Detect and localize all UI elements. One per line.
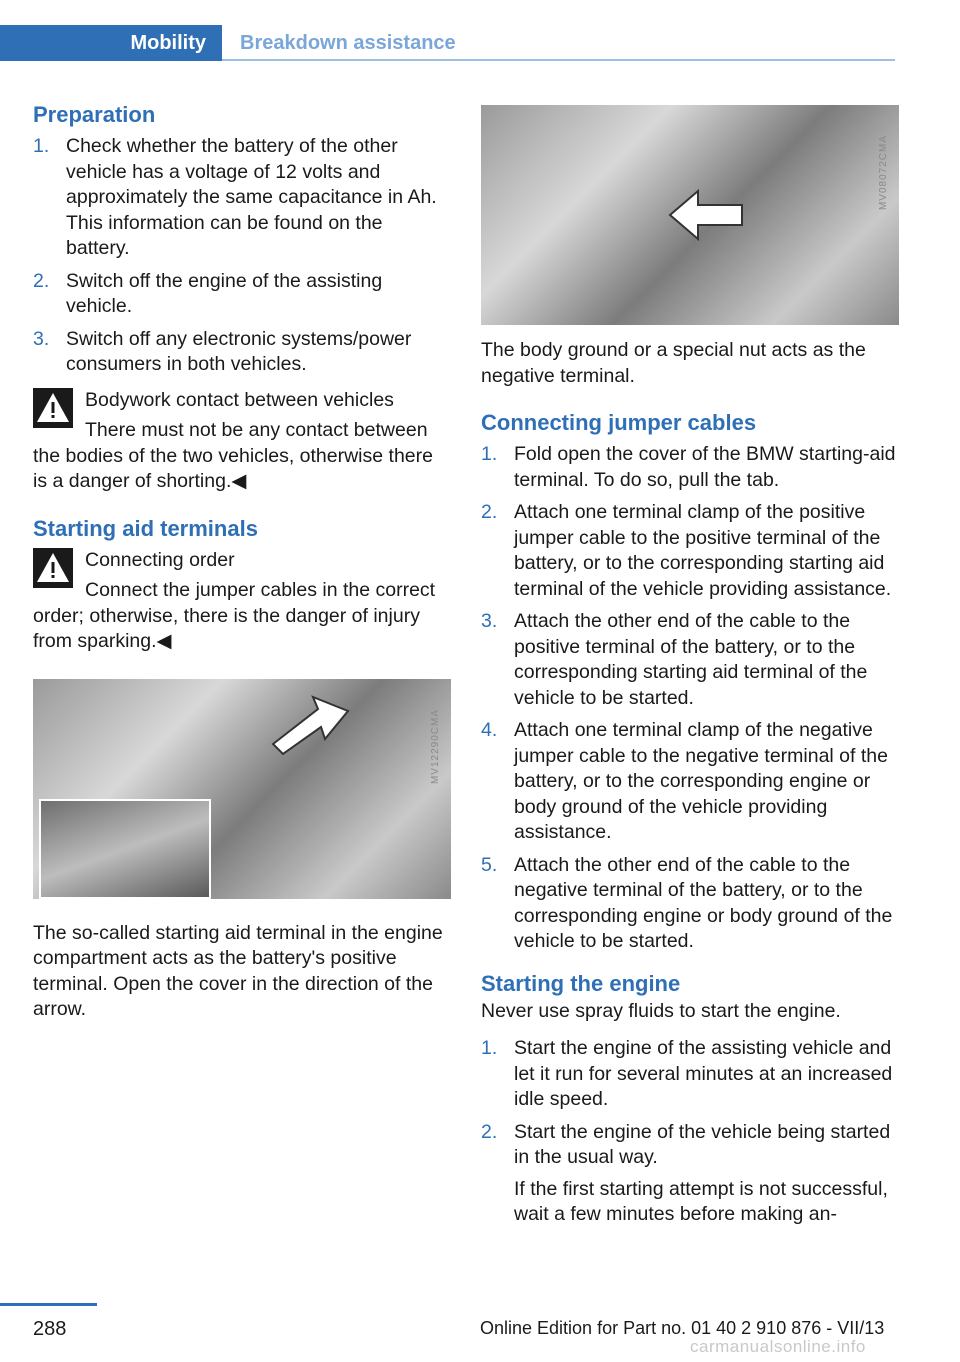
starting-steps	[481, 1036, 899, 1228]
list-item	[481, 1120, 899, 1228]
body-ground-photo	[481, 105, 899, 325]
page-number: 288	[33, 1318, 67, 1340]
connecting-heading: Connecting jumper cables	[481, 410, 757, 435]
warning-title: Bodywork contact between vehicles	[85, 388, 394, 411]
step-text: Start the engine of the assisting vehicle and let it run for several minutes at an increased idle speed.	[514, 1037, 893, 1110]
list-item	[481, 1036, 899, 1113]
step-number: 2.	[481, 501, 498, 523]
list-item	[481, 500, 899, 602]
pointer-arrow-icon	[666, 185, 746, 245]
step-number: 2.	[481, 1120, 498, 1143]
list-item	[481, 609, 899, 711]
warning-bodywork-contact	[33, 386, 451, 495]
online-edition-note: Online Edition for Part no. 01 40 2 910 876 - VII/13	[480, 1318, 885, 1338]
direction-arrow-icon	[263, 689, 353, 759]
warning-body: There must not be any contact between the bodies of the two vehicles, otherwise there is a danger of shorting.◀	[33, 419, 433, 492]
header-tabs	[0, 25, 895, 61]
list-item	[481, 718, 899, 846]
step-number: 1.	[481, 1037, 498, 1059]
step-number: 5.	[481, 853, 498, 876]
right-column	[481, 105, 899, 1235]
warning-triangle-icon	[33, 548, 73, 588]
tab-mobility-label: Mobility	[130, 32, 206, 54]
list-item	[481, 853, 899, 955]
image-code: MV12290CMA	[429, 708, 441, 784]
connecting-steps	[481, 442, 899, 955]
terminal-caption: The so-called starting aid terminal in the engine compartment acts as the battery's positive terminal. Open the cover in the direction of the arrow.	[33, 921, 443, 1020]
step-number: 4.	[481, 719, 498, 741]
step-text: Attach the other end of the cable to the negative terminal of the battery, or to the corresponding engine or body ground of the vehicle to be started.	[514, 853, 893, 952]
step-text: Switch off any electronic systems/power consumers in both vehicles.	[66, 327, 412, 375]
starting-heading: Starting the engine	[481, 970, 681, 996]
preparation-steps	[33, 134, 451, 378]
step-number: 2.	[33, 269, 50, 292]
step-text: Check whether the battery of the other vehicle has a voltage of 12 volts and approximately the same capacitance in Ah. This information can be found on the battery.	[66, 135, 437, 259]
tab-breakdown-assistance: Breakdown assistance	[222, 25, 895, 61]
warning-body: Connect the jumper cables in the correct order; otherwise, there is the danger of injury from sparking.◀	[33, 579, 436, 652]
step-text: Fold open the cover of the BMW starting-aid terminal. To do so, pull the tab.	[514, 443, 896, 491]
step-text: Start the engine of the vehicle being started in the usual way.	[514, 1120, 891, 1168]
warning-title: Connecting order	[85, 548, 235, 571]
tab-mobility	[0, 25, 222, 61]
starting-intro: Never use spray fluids to start the engine.	[481, 999, 841, 1022]
step-number: 3.	[33, 327, 50, 350]
step-number: 1.	[481, 443, 498, 465]
negative-terminal-caption: The body ground or a special nut acts as the negative terminal.	[481, 339, 866, 387]
step-number: 3.	[481, 610, 498, 632]
warning-triangle-icon	[33, 388, 73, 428]
terminals-heading: Starting aid terminals	[33, 515, 258, 541]
footer-rule	[0, 1303, 97, 1306]
watermark: carmanualsonline.info	[690, 1337, 866, 1356]
list-item	[33, 327, 451, 378]
preparation-heading: Preparation	[33, 102, 156, 127]
step-text: Attach one terminal clamp of the positive jumper cable to the positive terminal of the battery, or to the corresponding starting aid terminal of the vehicle providing assistance.	[514, 501, 892, 600]
step-number: 1.	[33, 135, 50, 157]
step-text: Switch off the engine of the assisting vehicle.	[66, 269, 383, 317]
warning-connecting-order	[33, 546, 451, 655]
step-text: Attach one terminal clamp of the negative jumper cable to the negative terminal of the battery, or to the corresponding engine or body ground of the vehicle providing assistance.	[514, 719, 888, 843]
list-item	[481, 442, 899, 493]
list-item	[33, 134, 451, 262]
image-code: MV08072CMA	[877, 135, 889, 211]
step-text: Attach the other end of the cable to the positive terminal of the battery, or to the corresponding starting aid terminal of the vehicle to be started.	[514, 610, 868, 709]
inset-detail-photo	[39, 799, 211, 899]
left-column	[33, 100, 451, 1023]
engine-compartment-photo	[33, 679, 451, 899]
list-item	[33, 269, 451, 320]
step-note: If the first starting attempt is not successful, wait a few minutes before making an-	[514, 1177, 888, 1225]
